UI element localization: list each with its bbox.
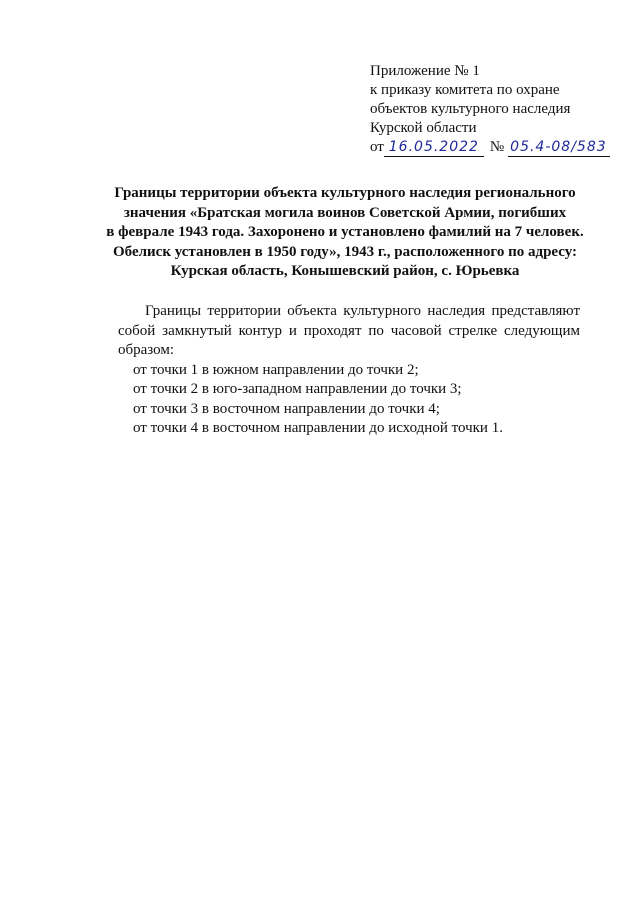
order-date-number-line <box>370 138 630 157</box>
appendix-order-ref: к приказу комитета по охране <box>370 82 560 98</box>
appendix-number: Приложение № 1 <box>370 63 480 79</box>
appendix-committee: объектов культурного наследия <box>370 101 571 117</box>
boundary-point-item: от точки 2 в юго-западном направлении до точки 3; <box>133 381 462 397</box>
handwritten-order-number: 05.4-08/583 <box>508 139 610 157</box>
appendix-region: Курской области <box>370 120 477 136</box>
boundary-point-item: от точки 3 в восточном направлении до точки 4; <box>133 400 440 417</box>
intro-paragraph: Границы территории объекта культурного наследия представляют собой замкнутый контур и проходят по часовой стрелке следующим образом: <box>118 303 580 358</box>
title-line: Обелиск установлен в 1950 году», 1943 г., расположенного по адресу: <box>112 243 578 260</box>
title-line: значения «Братская могила воинов Советской Армии, погибших <box>123 204 567 221</box>
from-label: от <box>370 139 384 155</box>
appendix-header <box>370 62 630 157</box>
handwritten-date: 16.05.2022 <box>384 139 484 157</box>
boundary-point-item: от точки 1 в южном направлении до точки 2; <box>133 361 419 378</box>
number-sign: № <box>489 139 505 155</box>
document-title <box>95 184 595 282</box>
title-line: Границы территории объекта культурного наследия регионального <box>114 185 576 201</box>
title-line: в феврале 1943 года. Захоронено и установлено фамилий на 7 человек. <box>106 224 584 240</box>
document-body <box>118 302 580 439</box>
title-line: Курская область, Конышевский район, с. Юрьевка <box>170 263 520 279</box>
boundary-point-item: от точки 4 в восточном направлении до исходной точки 1. <box>133 420 503 436</box>
